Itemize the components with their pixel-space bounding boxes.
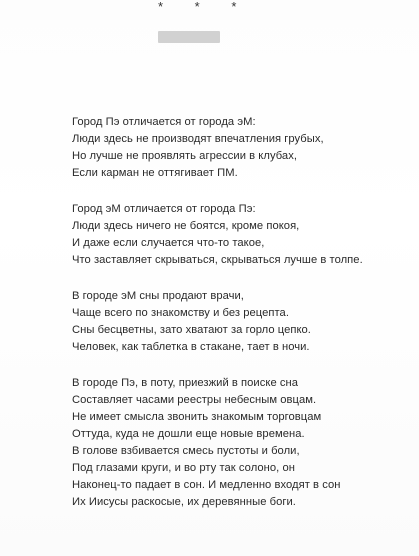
poem-line: В голове взбивается смесь пустоты и боли,: [72, 445, 300, 457]
poem-body: [72, 114, 402, 530]
poem-line: Наконец-то падает в сон. И медленно входят в сон: [72, 479, 341, 491]
stanza-4: [72, 375, 402, 511]
stanza-1: [72, 114, 402, 182]
poem-line: В городе Пэ, в поту, приезжий в поиске сна: [72, 377, 299, 389]
redacted-title-block: [158, 31, 220, 43]
poem-line: Город Пэ отличается от города эМ:: [72, 116, 256, 128]
poem-line: Но лучше не проявлять агрессии в клубах,: [72, 150, 298, 162]
poem-line: Что заставляет скрываться, скрываться лучше в толпе.: [72, 254, 363, 266]
section-ornament: * * *: [158, 0, 251, 14]
stanza-3: [72, 288, 402, 356]
poem-line: Человек, как таблетка в стакане, тает в ночи.: [72, 341, 310, 353]
stanza-2: [72, 201, 402, 269]
poem-line: И даже если случается что-то такое,: [72, 237, 265, 249]
poem-line: Под глазами круги, и во рту так солоно, он: [72, 462, 295, 474]
poem-line: Не имеет смысла звонить знакомым торговцам: [72, 411, 322, 423]
poem-line: Составляет часами реестры небесным овцам.: [72, 394, 317, 406]
poem-line: Сны бесцветны, зато хватают за горло цепко.: [72, 324, 311, 336]
poem-line: Люди здесь ничего не боятся, кроме покоя,: [72, 220, 300, 232]
poem-line: Люди здесь не производят впечатления грубых,: [72, 133, 324, 145]
poem-line: Оттуда, куда не дошли еще новые времена.: [72, 428, 305, 440]
poem-line: Чаще всего по знакомству и без рецепта.: [72, 307, 289, 319]
poem-line: Город эМ отличается от города Пэ:: [72, 203, 256, 215]
poem-line: Их Иисусы раскосые, их деревянные боги.: [72, 496, 296, 508]
poem-line: В городе эМ сны продают врачи,: [72, 290, 244, 302]
poem-line: Если карман не оттягивает ПМ.: [72, 167, 238, 179]
